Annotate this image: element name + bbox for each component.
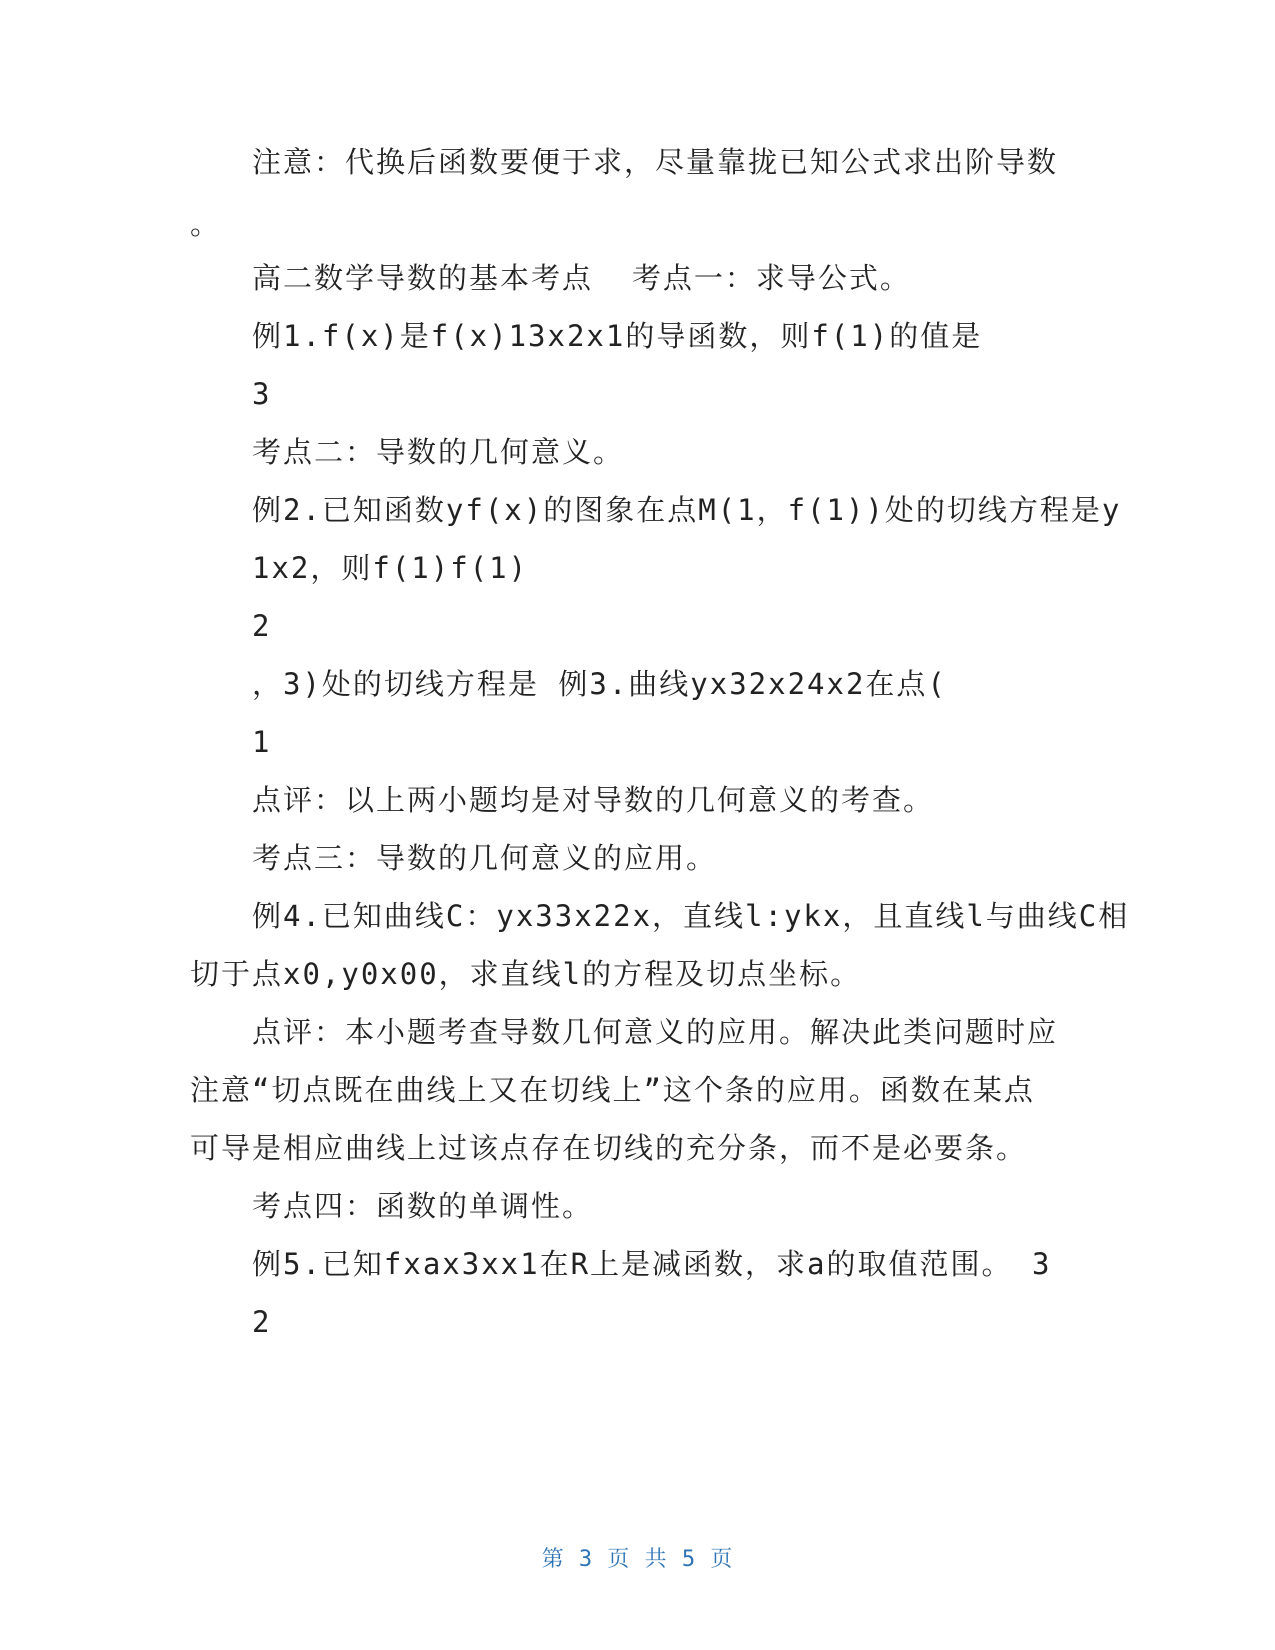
text-line: 注意：代换后函数要便于求，尽量靠拢已知公式求出阶导数 bbox=[252, 145, 1059, 179]
text-line: 。 bbox=[190, 207, 222, 241]
page-number-footer: 第 3 页 共 5 页 bbox=[541, 1547, 734, 1572]
text-line: 2 bbox=[252, 609, 272, 643]
example-line: 例5.已知fxax3xx1在R上是减函数，求a的取值范围。 3 bbox=[252, 1247, 1052, 1281]
example-line: ，3)处的切线方程是 例3.曲线yx32x24x2在点( bbox=[252, 667, 947, 701]
text-line: 3 bbox=[252, 377, 272, 411]
text-line: 注意“切点既在曲线上又在切线上”这个条的应用。函数在某点 bbox=[190, 1073, 1035, 1107]
example-line: 例1.f(x)是f(x)13x2x1的导函数，则f(1)的值是 bbox=[252, 319, 983, 353]
comment-line: 点评：本小题考查导数几何意义的应用。解决此类问题时应 bbox=[252, 1015, 1059, 1049]
example-line: 例2.已知函数yf(x)的图象在点M(1，f(1))处的切线方程是y bbox=[252, 493, 1122, 527]
section-heading: 考点四：函数的单调性。 bbox=[252, 1189, 594, 1223]
section-heading: 考点二：导数的几何意义。 bbox=[252, 435, 625, 469]
section-heading: 高二数学导数的基本考点 考点一：求导公式。 bbox=[252, 261, 911, 295]
text-line: 可导是相应曲线上过该点存在切线的充分条，而不是必要条。 bbox=[190, 1131, 1028, 1165]
section-heading: 考点三：导数的几何意义的应用。 bbox=[252, 841, 718, 875]
text-line: 切于点x0,y0x00，求直线l的方程及切点坐标。 bbox=[190, 957, 862, 991]
example-line: 例4.已知曲线C：yx33x22x，直线l:ykx，且直线l与曲线C相 bbox=[252, 899, 1130, 933]
text-line: 1x2，则f(1)f(1) bbox=[252, 551, 529, 585]
text-line: 2 bbox=[252, 1305, 272, 1339]
comment-line: 点评：以上两小题均是对导数的几何意义的考查。 bbox=[252, 783, 935, 817]
text-line: 1 bbox=[252, 725, 272, 759]
